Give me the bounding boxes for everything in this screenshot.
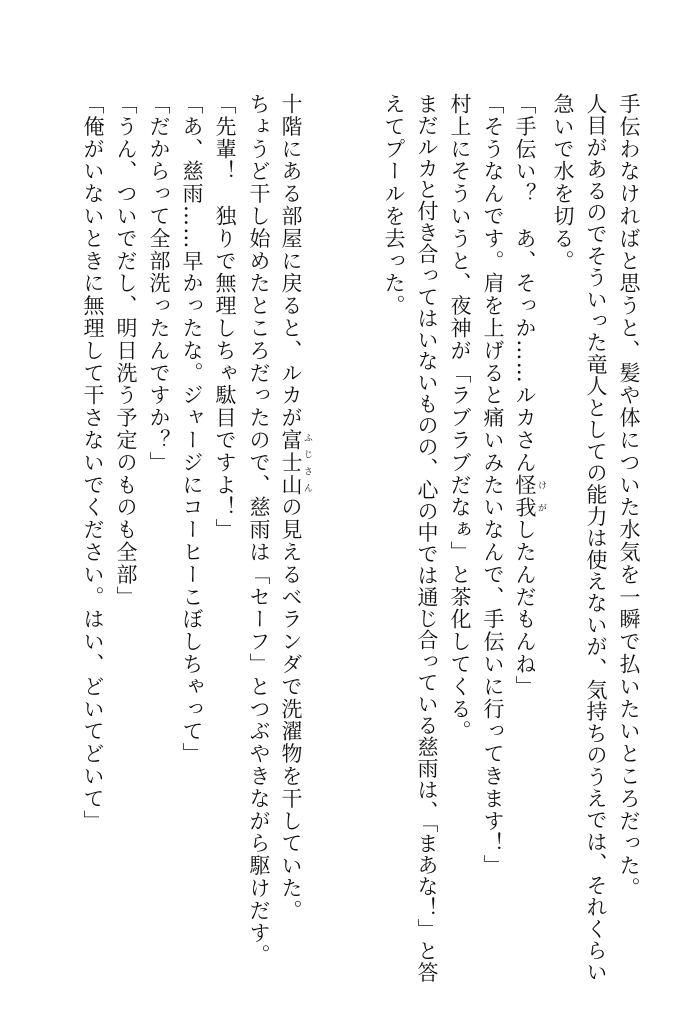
- line-text-suffix: の見えるベランダで洗濯物を干していた。: [279, 496, 303, 922]
- line-text: 急いで水を切る。: [551, 93, 575, 273]
- line-text: 「あ、慈雨……早かったな。ジャージにコーヒーこぼしちゃって」: [180, 93, 204, 765]
- line-text: 「うん、ついでだし、明日洗う予定のものも全部」: [114, 93, 138, 609]
- text-line: [383, 93, 404, 317]
- text-line: [585, 93, 606, 983]
- line-text: ちょうど干し始めたところだったので、慈雨は「セーフ」とつぶやきながら駆けだす。: [247, 93, 271, 967]
- text-line: [115, 93, 136, 608]
- line-text: まだルカと付き合ってはいないものの、心の中では通じ合っている慈雨は、「まあな！」と答: [415, 93, 439, 983]
- text-line: [416, 93, 437, 983]
- line-text: 「だからって全部洗ったんですか？」: [147, 93, 171, 474]
- line-text: 「先輩！ 独りで無理しちゃ駄目ですよ！」: [213, 93, 237, 541]
- text-line: [482, 93, 503, 877]
- line-text: 「俺がいないときに無理して干さないでください。はい、どいてどいて」: [81, 93, 105, 833]
- text-line: [514, 93, 546, 698]
- text-line: [248, 93, 269, 967]
- line-text: 人目があるのでそういった竜人としての能力は使えないが、気持ちのうえでは、それくらい: [584, 93, 608, 983]
- ruby-reading: ふじさん: [302, 429, 312, 497]
- text-line: [280, 93, 312, 922]
- text-line: [214, 93, 235, 541]
- line-text: 十階にある部屋に戻ると、ルカが: [279, 93, 303, 429]
- ruby-base: 怪我: [513, 473, 537, 519]
- line-text: 「そうなんです。肩を上げると痛いみたいなんで、手伝いに行ってきます！」: [481, 93, 505, 877]
- text-line: [82, 93, 103, 832]
- text-line: [618, 93, 639, 899]
- text-line: [148, 93, 169, 474]
- furigana: [513, 473, 546, 519]
- line-text: えてプールを去った。: [382, 93, 406, 317]
- line-text: 手伝わなければと思うと、髪や体についた水気を一瞬で払いたいところだった。: [617, 93, 641, 900]
- furigana: [279, 429, 312, 497]
- line-text-suffix: したんだもんね」: [513, 518, 537, 698]
- line-text: 村上にそういうと、夜神が「ラブラブだなぁ」と茶化してくる。: [448, 93, 472, 743]
- text-line: [552, 93, 573, 272]
- ruby-base: 富士山: [279, 429, 303, 497]
- ruby-reading: けが: [536, 473, 546, 519]
- line-text: 「手伝い？ あ、そっか……ルカさん: [513, 93, 537, 474]
- text-line: [449, 93, 470, 743]
- text-line: [181, 93, 202, 765]
